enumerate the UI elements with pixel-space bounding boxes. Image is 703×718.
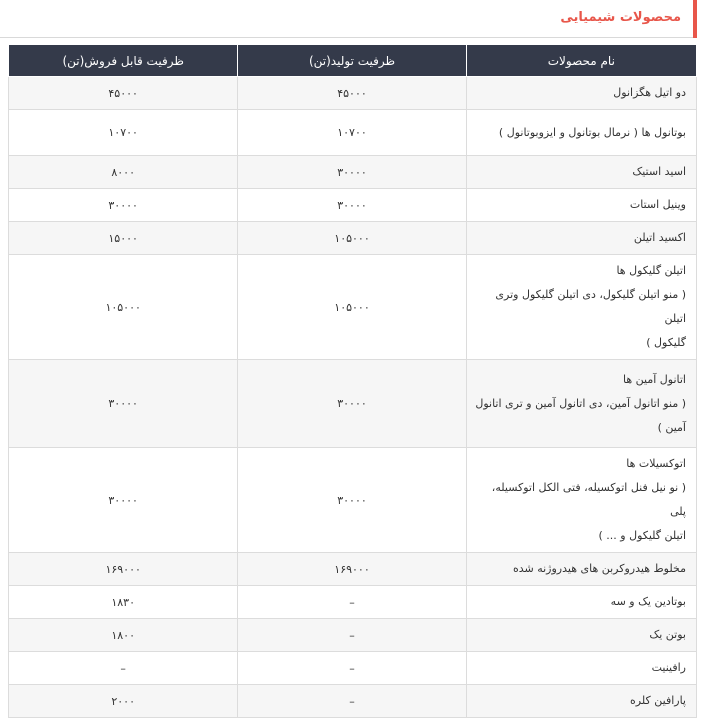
sale-capacity-cell: ۲۰۰۰ (9, 685, 238, 718)
product-name-cell (466, 189, 696, 222)
product-name-line: پارافین کلره (630, 694, 686, 707)
product-name-cell (466, 448, 696, 553)
product-name-line: آمین ) (657, 420, 686, 434)
product-name-line: بوتن یک (649, 628, 686, 641)
product-name-cell (466, 685, 696, 718)
product-name-line: مخلوط هیدروکربن های هیدروژنه شده (512, 562, 686, 575)
products-table (8, 44, 697, 718)
sale-capacity-cell: ۱۵۰۰۰ (9, 222, 238, 255)
table-row (9, 255, 697, 360)
production-capacity-cell: – (238, 652, 466, 685)
product-name-line: بوتادین یک و سه (610, 595, 686, 608)
product-name-line: اتیلن گلیکول ها (616, 264, 686, 277)
production-capacity-cell: ۳۰۰۰۰ (238, 189, 466, 222)
sale-capacity-cell: ۳۰۰۰۰ (9, 189, 238, 222)
column-header-production: ظرفیت تولید(تن) (238, 45, 466, 77)
product-name-cell (466, 360, 696, 448)
production-capacity-cell: ۱۰۷۰۰ (238, 110, 466, 156)
table-row (9, 553, 697, 586)
product-name-line: اتوکسیلات ها (626, 457, 686, 470)
table-row (9, 360, 697, 448)
production-capacity-cell: ۱۶۹۰۰۰ (238, 553, 466, 586)
product-name-line: اکسید اتیلن (633, 231, 686, 244)
product-name-line: دو اتیل هگزانول (613, 86, 686, 99)
sale-capacity-cell: – (9, 652, 238, 685)
product-name-cell (466, 652, 696, 685)
product-name-cell (466, 255, 696, 360)
product-name-cell (466, 110, 696, 156)
production-capacity-cell: – (238, 619, 466, 652)
product-name-line: ( نو نیل فنل اتوکسیله، فتی الکل اتوکسیله، پلی (491, 481, 686, 518)
product-name-line: وینیل استات (629, 198, 686, 211)
table-row (9, 222, 697, 255)
product-name-line: رافینیت (651, 661, 686, 674)
sale-capacity-cell: ۱۸۰۰ (9, 619, 238, 652)
product-name-line: اسید استیک (632, 165, 686, 178)
product-name-line: گلیکول ) (646, 336, 686, 349)
production-capacity-cell: ۳۰۰۰۰ (238, 156, 466, 189)
sale-capacity-cell: ۱۰۵۰۰۰ (9, 255, 238, 360)
sale-capacity-cell: ۳۰۰۰۰ (9, 448, 238, 553)
product-name-line: بوتانول ها ( نرمال بوتانول و ایزوبوتانول ) (498, 125, 686, 139)
product-name-line: اتیلن گلیکول و ... ) (598, 529, 686, 542)
table-header-row (9, 45, 697, 77)
production-capacity-cell: ۱۰۵۰۰۰ (238, 222, 466, 255)
sale-capacity-cell: ۱۸۳۰ (9, 586, 238, 619)
production-capacity-cell: ۴۵۰۰۰ (238, 77, 466, 110)
sale-capacity-cell: ۱۰۷۰۰ (9, 110, 238, 156)
table-row (9, 77, 697, 110)
sale-capacity-cell: ۸۰۰۰ (9, 156, 238, 189)
production-capacity-cell: – (238, 586, 466, 619)
column-header-sale: ظرفیت قابل فروش(تن) (9, 45, 238, 77)
production-capacity-cell: ۳۰۰۰۰ (238, 448, 466, 553)
product-name-cell (466, 586, 696, 619)
table-row (9, 619, 697, 652)
table-row (9, 586, 697, 619)
production-capacity-cell: ۱۰۵۰۰۰ (238, 255, 466, 360)
table-row (9, 156, 697, 189)
section-header (0, 0, 697, 38)
sale-capacity-cell: ۱۶۹۰۰۰ (9, 553, 238, 586)
production-capacity-cell: – (238, 685, 466, 718)
product-name-cell (466, 619, 696, 652)
product-name-cell (466, 553, 696, 586)
table-row (9, 110, 697, 156)
product-name-cell (466, 222, 696, 255)
product-name-line: اتانول آمین ها (623, 372, 686, 386)
product-name-line: ( منو اتیلن گلیکول، دی اتیلن گلیکول وتری اتیلن (495, 288, 686, 325)
table-row (9, 652, 697, 685)
table-row (9, 448, 697, 553)
production-capacity-cell: ۳۰۰۰۰ (238, 360, 466, 448)
product-name-line: ( منو اتانول آمین، دی اتانول آمین و تری اتانول (475, 396, 686, 410)
column-header-name: نام محصولات (466, 45, 696, 77)
page-title: محصولات شیمیایی (560, 10, 681, 25)
sale-capacity-cell: ۳۰۰۰۰ (9, 360, 238, 448)
product-name-cell (466, 156, 696, 189)
sale-capacity-cell: ۴۵۰۰۰ (9, 77, 238, 110)
table-row (9, 685, 697, 718)
header-divider (0, 37, 693, 38)
table-row (9, 189, 697, 222)
product-name-cell (466, 77, 696, 110)
